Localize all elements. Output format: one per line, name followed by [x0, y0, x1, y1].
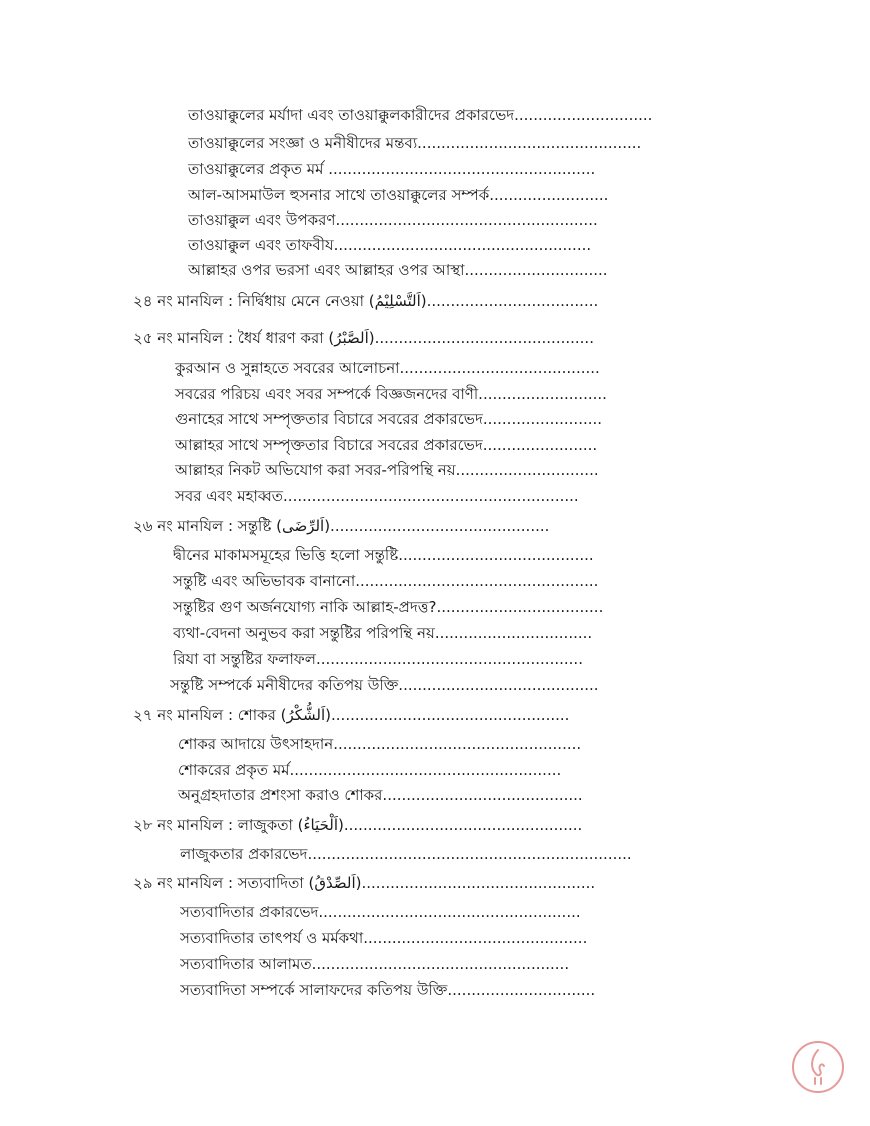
toc-entry[interactable]: লাজুকতার প্রকারভেদ.................................................................... [180, 845, 632, 863]
toc-entry[interactable]: শোকরের প্রকৃত মর্ম......................................................... [178, 761, 562, 779]
toc-entry[interactable]: সবর এবং মহাব্বত.............................................................. [175, 487, 579, 505]
toc-entry[interactable]: সত্যবাদিতার প্রকারভেদ....................................................... [180, 903, 581, 921]
toc-chapter[interactable]: ২৪ নং মানযিল : নির্দ্বিধায় মেনে নেওয়া (اَلتَّسْلِيْمُ).................................... [133, 292, 599, 310]
toc-entry[interactable]: সত্যবাদিতার আলামত...................................................... [180, 955, 570, 973]
toc-chapter[interactable]: ২৯ নং মানযিল : সত্যবাদিতা (اَلصِّدْقُ)................................................. [133, 874, 596, 892]
toc-chapter[interactable]: ২৭ নং মানযিল : শোকর (اَلشُّكْرُ).................................................. [133, 706, 570, 724]
toc-entry[interactable]: তাওয়াক্কুলের মর্যাদা এবং তাওয়াক্কুলকারীদের প্রকারভেদ............................. [188, 106, 653, 124]
toc-entry[interactable]: ব্যথা-বেদনা অনুভব করা সন্তুষ্টির পরিপন্থি নয়................................. [173, 624, 593, 642]
toc-entry[interactable]: সন্তুষ্টি সম্পর্কে মনীষীদের কতিপয় উক্তি.......................................... [170, 676, 599, 694]
publisher-logo-icon [791, 1040, 845, 1094]
toc-entry[interactable]: অনুগ্রহদাতার প্রশংসা করাও শোকর.......................................... [178, 786, 583, 804]
toc-entry[interactable]: সত্যবাদিতার তাৎপর্য ও মর্মকথা............................................... [180, 929, 588, 947]
toc-entry[interactable]: কুরআন ও সুন্নাহতে সবরের আলোচনা.......................................... [175, 359, 600, 377]
toc-chapter[interactable]: ২৮ নং মানযিল : লাজুকতা (اَلْحَيَاءُ).................................................. [133, 816, 583, 834]
toc-entry[interactable]: তাওয়াক্কুলের সংজ্ঞা ও মনীষীদের মন্তব্য............................................... [188, 134, 642, 152]
toc-entry[interactable]: রিযা বা সন্তুষ্টির ফলাফল........................................................ [173, 650, 583, 668]
toc-entry[interactable]: সন্তুষ্টির গুণ অর্জনযোগ্য নাকি আল্লাহ-প্রদত্ত?................................... [173, 598, 604, 616]
toc-entry[interactable]: শোকর আদায়ে উৎসাহদান.................................................... [178, 735, 582, 753]
toc-entry[interactable]: আল-আসমাউল হুসনার সাথে তাওয়াক্কুলের সম্পর্ক......................... [188, 186, 609, 204]
toc-entry[interactable]: সবরের পরিচয় এবং সবর সম্পর্কে বিজ্ঞজনদের বাণী........................... [175, 385, 607, 403]
toc-entry[interactable]: আল্লাহর সাথে সম্পৃক্ততার বিচারে সবরের প্রকারভেদ........................ [175, 436, 598, 454]
toc-entry[interactable]: তাওয়াক্কুল এবং উপকরণ....................................................... [188, 211, 598, 229]
toc-entry[interactable]: গুনাহের সাথে সম্পৃক্ততার বিচারে সবরের প্রকারভেদ......................... [175, 410, 603, 428]
toc-entry[interactable]: সত্যবাদিতা সম্পর্কে সালাফদের কতিপয় উক্তি............................... [180, 981, 596, 999]
toc-entry[interactable]: তাওয়াক্কুল এবং তাফবীয...................................................... [188, 236, 592, 254]
toc-entry[interactable]: আল্লাহর নিকট অভিযোগ করা সবর-পরিপন্থি নয়.............................. [175, 461, 599, 479]
toc-chapter[interactable]: ২৫ নং মানযিল : ধৈর্য ধারণ করা (اَلصَّبْرُ).............................................. [133, 329, 594, 347]
toc-entry[interactable]: তাওয়াক্কুলের প্রকৃত মর্ম ........................................................ [188, 160, 596, 178]
toc-entry[interactable]: আল্লাহর ওপর ভরসা এবং আল্লাহর ওপর আস্থা.............................. [188, 261, 608, 279]
toc-entry[interactable]: দ্বীনের মাকামসমূহের ভিত্তি হলো সন্তুষ্টি......................................... [173, 546, 594, 564]
toc-chapter[interactable]: ২৬ নং মানযিল : সন্তুষ্টি (اَلرِّضَى).............................................. [133, 517, 550, 535]
toc-entry[interactable]: সন্তুষ্টি এবং অভিভাবক বানানো................................................... [173, 572, 599, 590]
